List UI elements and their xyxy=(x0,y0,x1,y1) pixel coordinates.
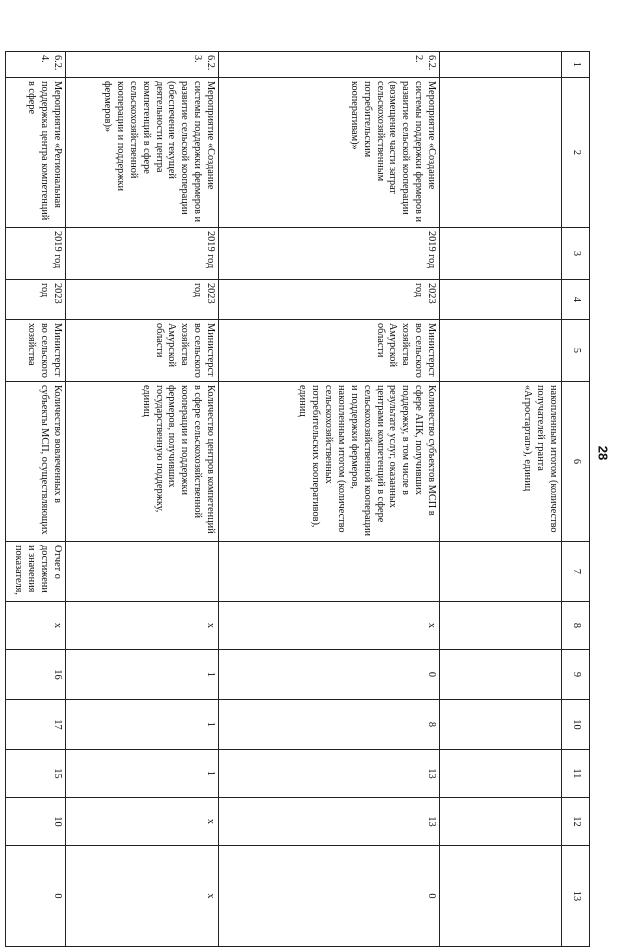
value-cell: x xyxy=(66,602,219,650)
report-cell xyxy=(440,542,562,602)
program-measures-table xyxy=(5,51,590,947)
value-cell xyxy=(440,700,562,750)
measure-name: Мероприятие «Региональная поддержка центра компетенций в сфере xyxy=(6,78,66,228)
column-header: 2 xyxy=(562,78,590,228)
value-cell xyxy=(440,602,562,650)
start-year: 2019 год xyxy=(66,228,219,280)
value-cell: 0 xyxy=(6,846,66,947)
table-row xyxy=(66,52,219,947)
report-cell: Отчет о достижении значения показателя, xyxy=(6,542,66,602)
value-cell: 0 xyxy=(219,846,440,947)
value-cell xyxy=(440,846,562,947)
row-id: 6.2.3. xyxy=(66,52,219,78)
end-year xyxy=(440,280,562,320)
row-id: 6.2.2. xyxy=(219,52,440,78)
value-cell: 17 xyxy=(6,700,66,750)
value-cell: 1 xyxy=(66,700,219,750)
measure-name xyxy=(440,78,562,228)
executor: Министерство сельского хозяйства Амурской области xyxy=(219,320,440,382)
executor: Министерство сельского хозяйства Амурской области xyxy=(66,320,219,382)
row-id: 6.2.4. xyxy=(6,52,66,78)
value-cell xyxy=(440,650,562,700)
value-cell: 10 xyxy=(6,798,66,846)
column-header: 4 xyxy=(562,280,590,320)
column-header: 11 xyxy=(562,750,590,798)
value-cell: x xyxy=(66,798,219,846)
rotated-table-region xyxy=(13,51,590,902)
value-cell: x xyxy=(219,602,440,650)
column-header: 6 xyxy=(562,382,590,542)
value-cell: 16 xyxy=(6,650,66,700)
end-year: 2023 год xyxy=(66,280,219,320)
column-header: 5 xyxy=(562,320,590,382)
value-cell: 8 xyxy=(219,700,440,750)
executor: Министерство сельского хозяйства xyxy=(6,320,66,382)
table-row xyxy=(440,52,562,947)
column-header: 9 xyxy=(562,650,590,700)
executor xyxy=(440,320,562,382)
column-number-row xyxy=(562,52,590,947)
value-cell: 1 xyxy=(66,650,219,700)
value-cell: 15 xyxy=(6,750,66,798)
value-cell: x xyxy=(6,602,66,650)
start-year: 2019 год xyxy=(6,228,66,280)
column-header: 13 xyxy=(562,846,590,947)
value-cell: x xyxy=(66,846,219,947)
page-number: 28 xyxy=(595,445,611,461)
measure-name: Мероприятие «Создание системы поддержки фермеров и развитие сельской кооперации (обеспечение текущей деятельности центра компетенций в сфере сельскохозяйственной кооперации и поддержки фермеров)» xyxy=(66,78,219,228)
report-cell xyxy=(66,542,219,602)
column-header: 3 xyxy=(562,228,590,280)
table-row xyxy=(6,52,66,947)
value-cell xyxy=(440,798,562,846)
measure-name: Мероприятие «Создание системы поддержки фермеров и развитие сельской кооперации (возмещение части затрат сельскохозяйственным потребительским кооперативам)» xyxy=(219,78,440,228)
indicator: Количество центров компетенций в сфере сельскохозяйственной кооперации и поддержки фермеров, получивших государственную поддержку, единиц xyxy=(66,382,219,542)
end-year: 2023 год xyxy=(6,280,66,320)
value-cell: 0 xyxy=(219,650,440,700)
end-year: 2023 год xyxy=(219,280,440,320)
start-year: 2019 год xyxy=(219,228,440,280)
indicator: Количество субъектов МСП в сфере АПК, получивших поддержку, в том числе в результате услуг, оказанных центрами компетенций в сфере сельскохозяйственной кооперации и поддержки фермеров, накопленным итогом (количество сельскохозяйственных потребительских кооперативов), единиц xyxy=(219,382,440,542)
report-cell xyxy=(219,542,440,602)
indicator: накопленным итогом (количество получателей гранта «Агростартап»), единиц xyxy=(440,382,562,542)
column-header: 8 xyxy=(562,602,590,650)
value-cell xyxy=(440,750,562,798)
column-header: 1 xyxy=(562,52,590,78)
value-cell: 1 xyxy=(66,750,219,798)
table-row xyxy=(219,52,440,947)
value-cell: 13 xyxy=(219,798,440,846)
column-header: 7 xyxy=(562,542,590,602)
row-id xyxy=(440,52,562,78)
column-header: 12 xyxy=(562,798,590,846)
column-header: 10 xyxy=(562,700,590,750)
start-year xyxy=(440,228,562,280)
indicator: Количество вовлеченных в субъекты МСП, осуществляющих xyxy=(6,382,66,542)
value-cell: 13 xyxy=(219,750,440,798)
